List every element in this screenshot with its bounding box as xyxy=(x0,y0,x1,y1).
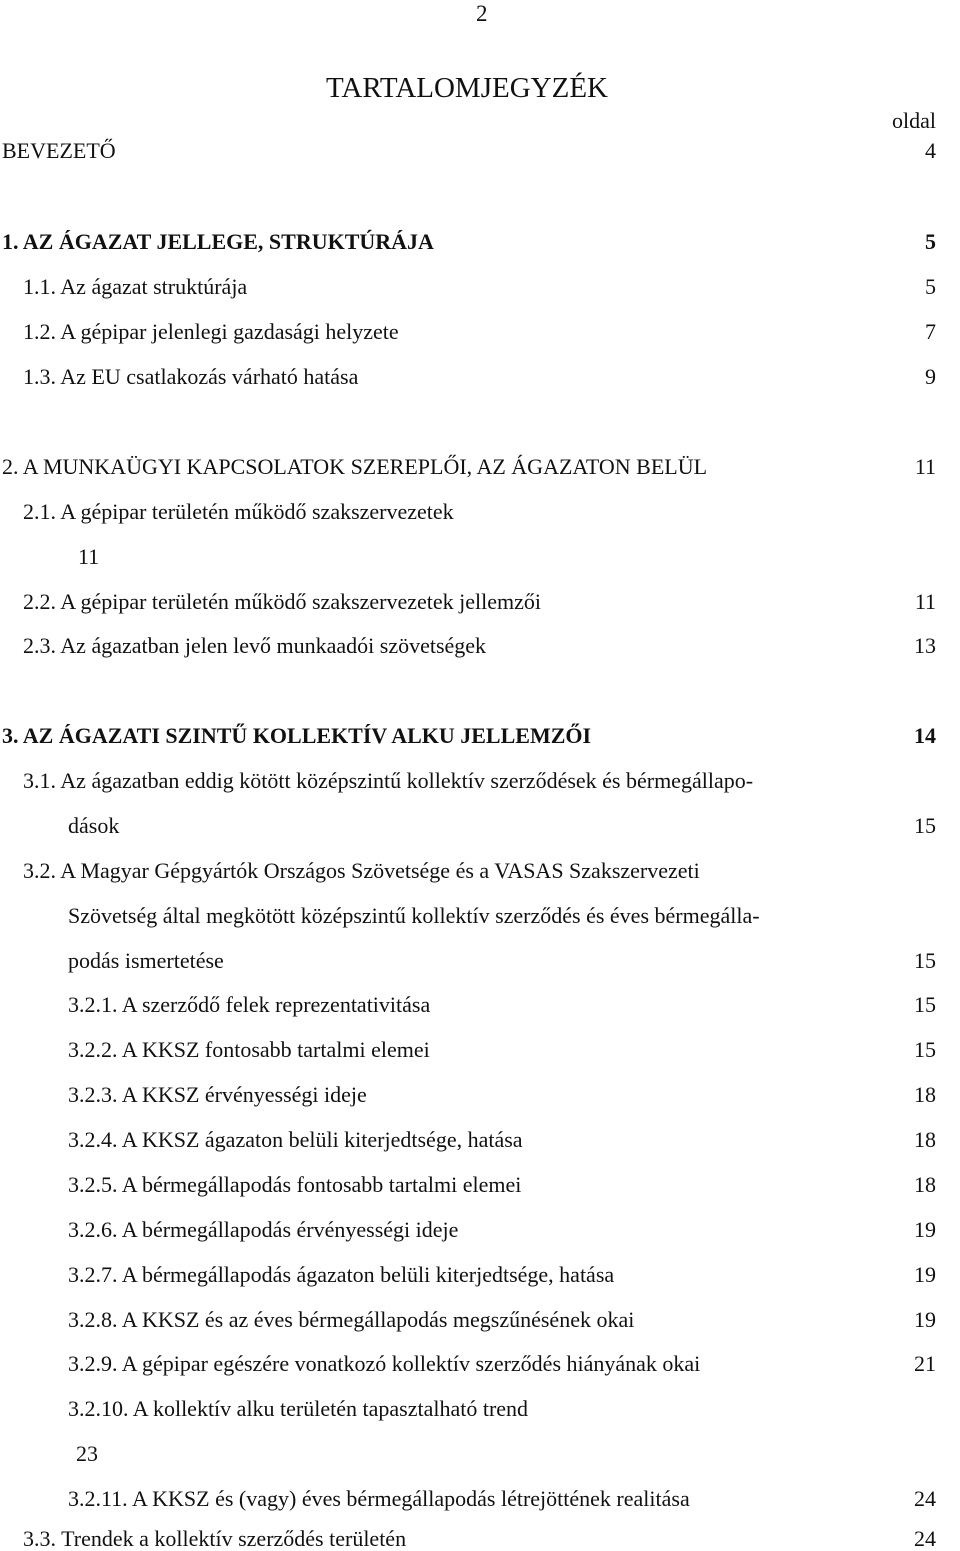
toc-entry-3-page: 14 xyxy=(914,723,936,748)
toc-entry-3-2-6[interactable]: 3.2.6. A bérmegállapodás érvényességi ideje xyxy=(68,1217,459,1242)
toc-entry-3-2-8[interactable]: 3.2.8. A KKSZ és az éves bérmegállapodás megszűnésének okai xyxy=(68,1307,635,1332)
toc-entry-3-2-7[interactable]: 3.2.7. A bérmegállapodás ágazaton belüli kiterjedtsége, hatása xyxy=(68,1262,615,1287)
toc-entry-3-2-5[interactable]: 3.2.5. A bérmegállapodás fontosabb tartalmi elemei xyxy=(68,1172,522,1197)
toc-entry-3-2-6-page: 19 xyxy=(914,1217,936,1242)
toc-entry-1-2-page: 7 xyxy=(925,319,936,344)
toc-entry-3-2-9-page: 21 xyxy=(914,1351,936,1376)
toc-entry-3-2-3[interactable]: 3.2.3. A KKSZ érvényességi ideje xyxy=(68,1082,367,1107)
toc-entry-3-2-10-page: 23 xyxy=(76,1441,98,1466)
toc-entry-3-2-4[interactable]: 3.2.4. A KKSZ ágazaton belüli kiterjedtsége, hatása xyxy=(68,1127,523,1152)
toc-entry-3-2-cont2: podás ismertetése xyxy=(68,948,224,973)
toc-entry-2[interactable]: 2. A MUNKAÜGYI KAPCSOLATOK SZEREPLŐI, AZ ÁGAZATON BELÜL xyxy=(2,454,708,479)
toc-entry-3-3-page: 24 xyxy=(914,1526,936,1551)
toc-entry-3-2-1-page: 15 xyxy=(914,992,936,1017)
toc-entry-1[interactable]: 1. AZ ÁGAZAT JELLEGE, STRUKTÚRÁJA xyxy=(2,229,434,254)
page-column-label: oldal xyxy=(892,108,936,133)
toc-entry-1-1[interactable]: 1.1. Az ágazat struktúrája xyxy=(23,274,248,299)
toc-entry-3-2-3-page: 18 xyxy=(914,1082,936,1107)
page-title: TARTALOMJEGYZÉK xyxy=(326,72,608,104)
toc-entry-3-2-11[interactable]: 3.2.11. A KKSZ és (vagy) éves bérmegállapodás létrejöttének realitása xyxy=(68,1486,690,1511)
toc-entry-1-3[interactable]: 1.3. Az EU csatlakozás várható hatása xyxy=(23,364,359,389)
toc-entry-3-2-2[interactable]: 3.2.2. A KKSZ fontosabb tartalmi elemei xyxy=(68,1037,430,1062)
toc-entry-3[interactable]: 3. AZ ÁGAZATI SZINTŰ KOLLEKTÍV ALKU JELLEMZŐI xyxy=(2,723,592,748)
toc-entry-2-1-page: 11 xyxy=(78,544,100,569)
toc-entry-3-2-1[interactable]: 3.2.1. A szerződő felek reprezentativitása xyxy=(68,992,431,1017)
toc-entry-1-3-page: 9 xyxy=(925,364,936,389)
toc-entry-2-3-page: 13 xyxy=(914,633,936,658)
toc-entry-3-2-5-page: 18 xyxy=(914,1172,936,1197)
toc-entry-1-1-page: 5 xyxy=(925,274,936,299)
toc-entry-2-1[interactable]: 2.1. A gépipar területén működő szakszervezetek xyxy=(23,499,454,524)
toc-entry-3-1[interactable]: 3.1. Az ágazatban eddig kötött középszintű kollektív szerződések és bérmegállapo- xyxy=(23,768,754,793)
toc-entry-3-1-page: 15 xyxy=(914,813,936,838)
toc-entry-3-1-cont: dások xyxy=(68,813,120,838)
toc-entry-3-2-9[interactable]: 3.2.9. A gépipar egészére vonatkozó kollektív szerződés hiányának okai xyxy=(68,1351,701,1376)
toc-entry-1-page: 5 xyxy=(925,229,936,254)
toc-entry-intro[interactable]: BEVEZETŐ xyxy=(2,138,116,163)
toc-entry-3-2-4-page: 18 xyxy=(914,1127,936,1152)
toc-entry-intro-page: 4 xyxy=(925,138,936,163)
toc-entry-3-2-11-page: 24 xyxy=(914,1486,936,1511)
toc-entry-2-2-page: 11 xyxy=(914,589,936,614)
toc-entry-3-2-8-page: 19 xyxy=(914,1307,936,1332)
toc-entry-3-2-10[interactable]: 3.2.10. A kollektív alku területén tapasztalható trend xyxy=(68,1396,529,1421)
toc-entry-3-2-2-page: 15 xyxy=(914,1037,936,1062)
toc-entry-3-2-cont: Szövetség által megkötött középszintű kollektív szerződés és éves bérmegálla- xyxy=(68,903,760,928)
toc-entry-2-2[interactable]: 2.2. A gépipar területén működő szakszervezetek jellemzői xyxy=(23,589,542,614)
toc-entry-3-3[interactable]: 3.3. Trendek a kollektív szerződés területén xyxy=(23,1526,407,1551)
toc-entry-3-2-page: 15 xyxy=(914,948,936,973)
toc-entry-2-3[interactable]: 2.3. Az ágazatban jelen levő munkaadói szövetségek xyxy=(23,633,487,658)
toc-entry-1-2[interactable]: 1.2. A gépipar jelenlegi gazdasági helyzete xyxy=(23,319,399,344)
toc-entry-3-2-7-page: 19 xyxy=(914,1262,936,1287)
toc-entry-3-2[interactable]: 3.2. A Magyar Gépgyártók Országos Szövetsége és a VASAS Szakszervezeti xyxy=(23,858,700,883)
page-number: 2 xyxy=(476,1,488,26)
toc-entry-2-page: 11 xyxy=(914,454,936,479)
